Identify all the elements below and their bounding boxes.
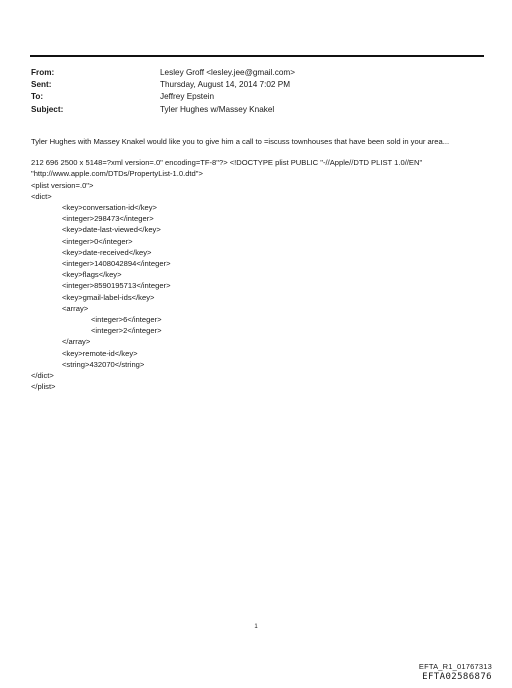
code-line: <integer>6</integer>: [91, 315, 162, 325]
sent-row: [31, 79, 481, 91]
bates-number-primary: EFTA_R1_01767313: [418, 662, 492, 671]
subject-value: Tyler Hughes w/Massey Knakel: [160, 104, 275, 114]
code-line: <string>432070</string>: [62, 359, 145, 369]
sent-label: Sent:: [31, 80, 52, 90]
header-divider: [30, 55, 484, 57]
code-line: </array>: [62, 337, 91, 347]
code-line: 212 696 2500 x 5148=?xml version=.0" encoding=TF-8"?> <!DOCTYPE plist PUBLIC "-//Apple//DTD PLIST 1.0//EN": [31, 158, 423, 168]
email-header: [31, 67, 481, 116]
code-line: <array>: [62, 303, 89, 313]
code-line: <integer>1408042894</integer>: [62, 259, 171, 269]
to-label: To:: [31, 92, 44, 102]
code-line: <integer>0</integer>: [62, 236, 133, 246]
bates-number-secondary: EFTA02586876: [422, 672, 492, 682]
subject-label: Subject:: [31, 104, 64, 114]
code-line: <integer>298473</integer>: [62, 214, 154, 224]
code-line: <integer>2</integer>: [91, 326, 162, 336]
code-line: <key>date-received</key>: [62, 247, 152, 257]
plist-code-block: [31, 157, 481, 392]
from-label: From:: [31, 68, 55, 77]
from-value: Lesley Groff <lesley.jee@gmail.com>: [160, 68, 295, 77]
code-line: <integer>8590195713</integer>: [62, 281, 171, 291]
code-line: <key>conversation-id</key>: [62, 203, 157, 213]
from-row: [31, 67, 481, 79]
code-line: "http://www.apple.com/DTDs/PropertyList-1.0.dtd">: [31, 169, 203, 179]
code-line: <key>gmail-label-ids</key>: [62, 292, 155, 302]
to-row: [31, 91, 481, 103]
email-body: [31, 136, 481, 392]
code-line: <dict>: [31, 191, 52, 201]
to-value: Jeffrey Epstein: [160, 92, 215, 102]
code-line: <key>date-last-viewed</key>: [62, 225, 161, 235]
message-paragraph: Tyler Hughes with Massey Knakel would like you to give him a call to =iscuss townhouses that have been sold in your area...: [31, 137, 450, 146]
code-line: <key>remote-id</key>: [62, 348, 138, 358]
page-number: 1: [254, 624, 258, 630]
code-line: </plist>: [31, 382, 56, 392]
sent-value: Thursday, August 14, 2014 7:02 PM: [160, 80, 291, 90]
code-line: <plist version=.0">: [31, 180, 94, 190]
subject-row: [31, 104, 481, 116]
code-line: <key>flags</key>: [62, 270, 122, 280]
code-line: </dict>: [31, 371, 54, 381]
